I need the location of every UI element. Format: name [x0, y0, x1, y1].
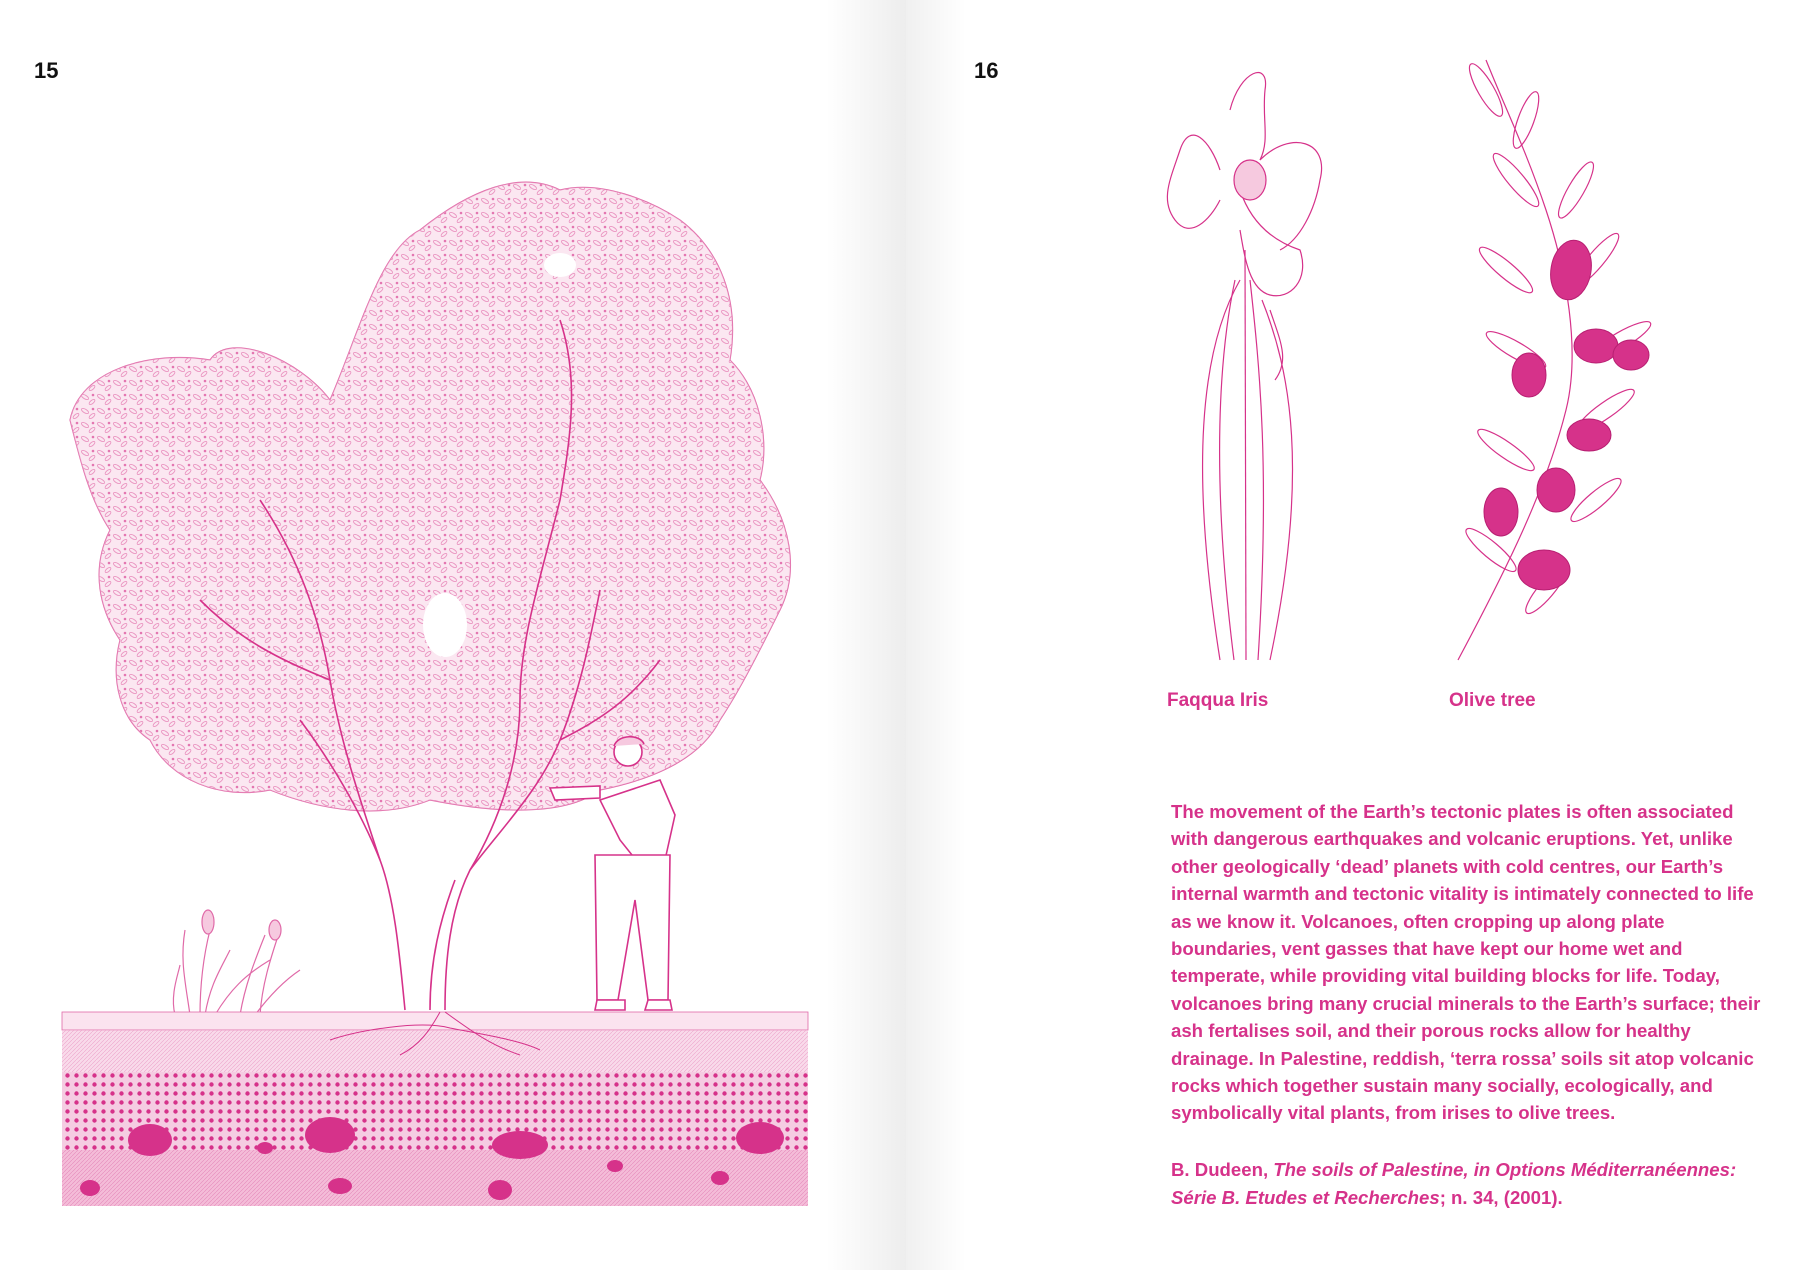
citation-author: B. Dudeen, — [1171, 1159, 1274, 1180]
gutter-shadow — [906, 0, 966, 1270]
citation-title: The soils of Palestine, in Options Méditerranéennes: Série B. Etudes et Recherches — [1171, 1159, 1737, 1208]
page-number: 16 — [974, 58, 999, 83]
olive-caption: Olive tree — [1449, 690, 1536, 711]
right-page — [906, 0, 1812, 1270]
citation-details: ; n. 34, (2001). — [1439, 1187, 1563, 1208]
iris-caption: Faqqua Iris — [1167, 690, 1269, 711]
page-number: 15 — [34, 58, 59, 83]
olive-illustration — [1446, 50, 1666, 670]
citation — [1171, 1156, 1771, 1212]
soil-layers — [62, 1012, 808, 1206]
body-paragraph: The movement of the Earth’s tectonic plates is often associated with dangerous earthquakes and volcanic eruptions. Yet, unlike other geologically ‘dead’ planets with cold centres, our Earth’s internal warmth and tectonic vitality is intimately connected to life as we know it. Volcanoes, often cropping up along plate boundaries, vent gasses that have kept our home wet and temperate, while providing vital building blocks for life. Today, volcanoes bring many crucial minerals to the Earth’s surface; their ash fertalises soil, and their porous rocks allow for healthy drainage. In Palestine, reddish, ‘terra rossa’ soils sit atop volcanic rocks which together sustain many socially, ecologically, and symbolically vital plants, from irises to olive trees. — [1171, 801, 1761, 1124]
iris-plants — [173, 910, 300, 1015]
iris-illustration — [1150, 50, 1350, 670]
tree-canopy — [70, 182, 790, 811]
